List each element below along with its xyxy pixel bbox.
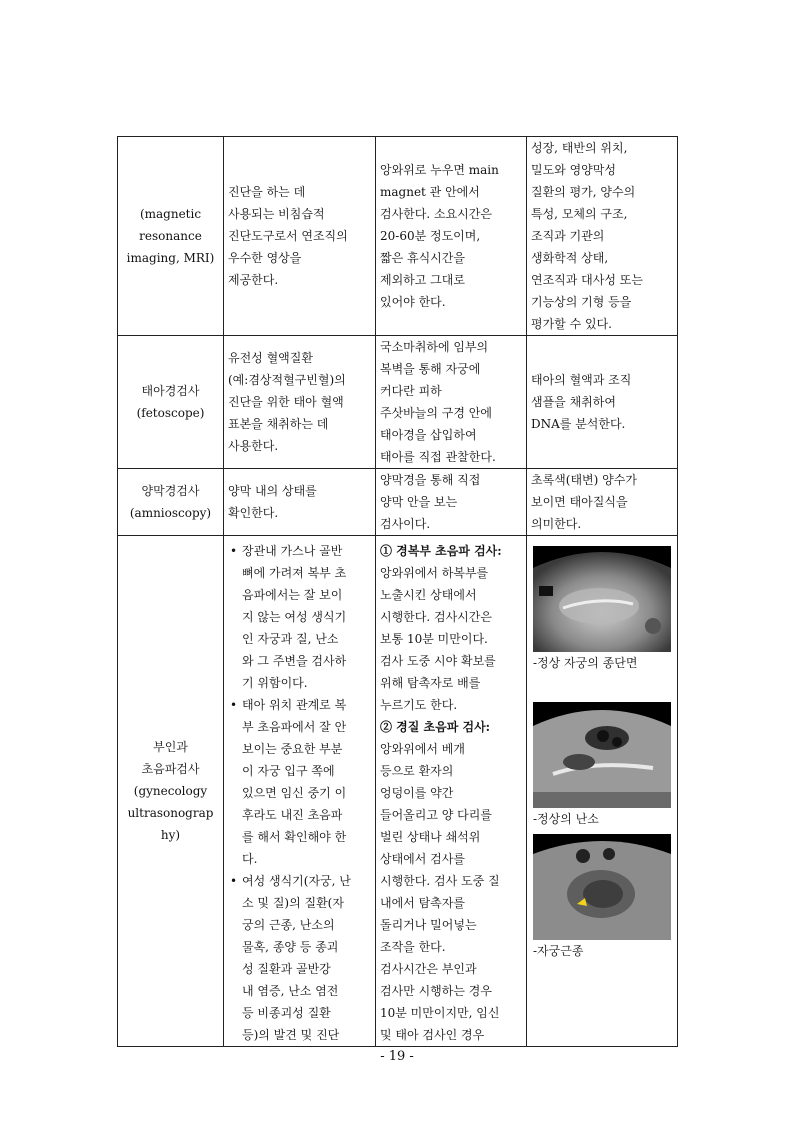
table-row [118,536,678,1047]
row-gyn-us-purpose [224,536,376,1047]
row-mri-result: 성장, 태반의 위치, 밀도와 영양막성 질환의 평가, 양수의 특성, 모체의 구조, 조직과 기관의 생화학적 상태, 연조직과 대사성 또는 기능상의 기형 등을 평가할 수 있다. [527,137,678,336]
myoma-caption: -자궁근종 [533,944,584,958]
row-amnioscopy-result: 초록색(태변) 양수가 보이면 태아질식을 의미한다. [527,469,678,536]
table-row [118,336,678,469]
table-row [118,469,678,536]
row-gyn-us-images [527,536,678,1047]
row-amnioscopy-method: 양막경을 통해 직접 양막 안을 보는 검사이다. [376,469,527,536]
myoma-ultrasound-image [533,834,671,940]
row-fetoscope-label: 태아경검사 (fetoscope) [118,336,224,469]
row-amnioscopy-label: 양막경검사 (amnioscopy) [118,469,224,536]
row-amnioscopy-purpose: 양막 내의 상태를 확인한다. [224,469,376,536]
ovary-ultrasound-figure [533,702,673,830]
uterus-ultrasound-figure [533,546,673,674]
row-gyn-us-method: ① 경복부 초음파 검사: 앙와위에서 하복부를 노출시킨 상태에서 시행한다. 검사시간은 보통 10분 미만이다. 검사 도중 시야 확보를 위해 탐촉자로 배를 누르기도 한다. ② 경질 초음파 검사: 앙와위에서 베개 등으로 환자의 엉덩이를 약간 들어올리고 양 다리를 벌린 상태나 쇄석위 상태에서 검사를 시행한다. 검사 도중 질 내에서 탐촉자를 돌리거나 밀어넣는 조작을 한다. 검사시간은 부인과 검사만 시행하는 경우 10분 미만이지만, 임신 및 태아 검사인 경우 [376,536,527,1047]
table-row [118,137,678,336]
transabdominal-heading: ① 경복부 초음파 검사: [380,544,502,558]
list-item: • 여성 생식기(자궁, 난 소 및 질)의 질환(자 궁의 근종, 난소의 물혹, 종양 등 종괴 성 질환과 골반강 내 염증, 난소 염전 등 비종괴성 질환 등)의 발견 및 진단 [228,870,371,1046]
uterus-ultrasound-image [533,546,671,652]
ovary-caption: -정상의 난소 [533,812,599,826]
row-fetoscope-method: 국소마취하에 임부의 복벽을 통해 자궁에 커다란 피하 주삿바늘의 구경 안에 태아경을 삽입하여 태아를 직접 관찰한다. [376,336,527,469]
row-fetoscope-result: 태아의 혈액과 조직 샘플을 채취하여 DNA를 분석한다. [527,336,678,469]
purpose-bullet-list [228,540,371,1046]
uterus-caption: -정상 자궁의 종단면 [533,656,638,670]
ovary-ultrasound-image [533,702,671,808]
row-mri-label: (magnetic resonance imaging, MRI) [118,137,224,336]
row-fetoscope-purpose: 유전성 혈액질환 (예:겸상적혈구빈혈)의 진단을 위한 태아 혈액 표본을 채취하는 데 사용한다. [224,336,376,469]
list-item: • 장관내 가스나 골반 뼈에 가려져 복부 초 음파에서는 잘 보이 지 않는 여성 생식기 인 자궁과 질, 난소 와 그 주변을 검사하 기 위함이다. [228,540,371,694]
transvaginal-heading: ② 경질 초음파 검사: [380,720,491,734]
myoma-ultrasound-figure [533,834,673,962]
list-item: • 태아 위치 관계로 복 부 초음파에서 잘 안 보이는 중요한 부분 이 자궁 입구 쪽에 있으면 임신 중기 이 후라도 내진 초음파 를 해서 확인해야 한 다. [228,694,371,870]
row-mri-method: 앙와위로 누우면 main magnet 관 안에서 검사한다. 소요시간은 20-60분 정도이며, 짧은 휴식시간을 제외하고 그대로 있어야 한다. [376,137,527,336]
content-table [117,136,678,1047]
row-mri-purpose: 진단을 하는 데 사용되는 비침습적 진단도구로서 연조직의 우수한 영상을 제공한다. [224,137,376,336]
row-gyn-us-label: 부인과 초음파검사 (gynecology ultrasonograp hy) [118,536,224,1047]
page-number: - 19 - [380,1049,414,1064]
